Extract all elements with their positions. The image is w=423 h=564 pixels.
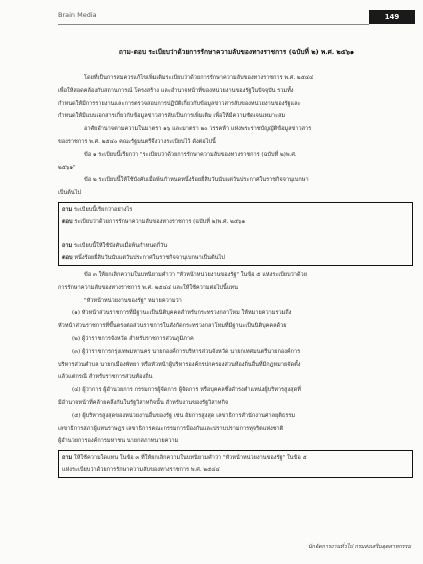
brand-label: Brain Media — [58, 11, 97, 19]
question-text: ระเบียบนี้ให้ใช้บังคับเมื่อพ้นกำหนดกี่วัน — [74, 242, 168, 249]
definition-item: บริหารส่วนตำบล นายกเมืองพัทยา หรือหัวหน้าผู้บริหารองค์กรปกครองส่วนท้องถิ่นอื่นที่มีกฎหมายจัดตั้ง — [58, 361, 301, 368]
definition-item: แล้วแต่กรณี สำหรับราชการส่วนท้องถิ่น — [58, 374, 153, 381]
authority-line: ของราชการ พ.ศ. ๒๕๔๐ คณะรัฐมนตรีจึงวางระเบียบไว้ ดังต่อไปนี้ — [58, 138, 216, 145]
qa-question — [62, 452, 409, 464]
answer-text: ระเบียบว่าด้วยการรักษาความลับของทางราชการ (ฉบับที่ ๒)พ.ศ. ๒๕๖๑ — [74, 218, 246, 225]
question-text: ระเบียบนี้เรียกว่าอย่างไร — [74, 206, 133, 213]
definition-item: (๕) ผู้บริหารสูงสุดของหน่วยงานอื่นของรัฐ เช่น อัยการสูงสุด เลขาธิการสำนักงานศาลยุติธรรม — [72, 412, 296, 419]
qa-answer — [62, 216, 409, 228]
qa-box — [58, 450, 413, 478]
question-label: ถาม — [62, 242, 73, 249]
qa-question-cont: แห่งระเบียบว่าด้วยการรักษาความลับของทางราชการ พ.ศ. ๒๕๔๔ — [62, 467, 220, 474]
qa-question — [62, 240, 409, 252]
header-divider — [58, 24, 369, 25]
intro-line: กำหนดให้มีการรายงานและการตรวจสอบการปฏิบัติเกี่ยวกับข้อมูลข่าวสารลับของหน่วยงานของรัฐและ — [58, 100, 301, 107]
question-text: ให้ใช้ความใดแทน ในข้อ ๓ ที่ให้ยกเลิกความในบทนิยามคำว่า "หัวหน้าหน่วยงานของรัฐ" ในข้อ ๕ — [74, 455, 307, 462]
intro-line: กำหนดให้มีแบบเอกสารเกี่ยวกับข้อมูลข่าวสารลับเป็นการเพิ่มเติม เพื่อให้มีความชัดเจนเหมาะสม — [58, 113, 286, 120]
definition-item: (๑) หัวหน้าส่วนราชการที่มีฐานะเป็นนิติบุคคลสำหรับกระทรวงกลาโหม ให้หมายความรวมถึง — [72, 310, 292, 317]
qa-question — [62, 204, 409, 216]
clause-3-line: การรักษาความลับของทางราชการ พ.ศ. ๒๕๔๔ และให้ใช้ความต่อไปนี้แทน — [58, 284, 238, 291]
question-label: ถาม — [62, 455, 73, 462]
intro-line: โดยที่เป็นการสมควรแก้ไขเพิ่มเติมระเบียบว่าด้วยการรักษาความลับของทางราชการ พ.ศ. ๒๕๔๔ — [84, 75, 314, 81]
definition-item: (๓) ผู้ว่าราชการกรุงเทพมหานคร นายกองค์การบริหารส่วนจังหวัด นายกเทศมนตรีนายกองค์การ — [72, 348, 301, 355]
clause-2-line: ข้อ ๒ ระเบียบนี้ให้ใช้บังคับเมื่อพ้นกำหนดหนึ่งร้อยยี่สิบวันนับแต่วันประกาศในราชกิจจานุเบกษา — [84, 177, 309, 184]
intro-line: เพื่อให้สอดคล้องกับสถานการณ์ โครงสร้าง และอำนาจหน้าที่ของหน่วยงานของรัฐในปัจจุบัน รวมทั้ง — [58, 87, 294, 94]
document-body — [58, 72, 413, 481]
question-label: ถาม — [62, 206, 73, 213]
definition-item: ผู้อำนวยการองค์การมหาชน นายกสภาทนายความ — [58, 438, 179, 445]
definition-item: (๔) ผู้ว่าการ ผู้อำนวยการ กรรมการผู้จัดการ ผู้จัดการ หรือบุคคลซึ่งดำรงตำแหน่งผู้บริหารสูงสุดที่ — [72, 387, 301, 394]
answer-text: หนึ่งร้อยยี่สิบวันนับแต่วันประกาศในราชกิจจานุเบกษาเป็นต้นไป — [74, 254, 225, 261]
page-footer: นักจัดการงานทั่วไป กรมส่งเสริมอุตสาหกรรม — [308, 544, 411, 550]
definition-item: เลขาธิการสภาผู้แทนราษฎร เลขาธิการคณะกรรมการป้องกันและปราบปรามการทุจริตแห่งชาติ — [58, 425, 284, 432]
definition-item: (๒) ผู้ว่าราชการจังหวัด สำหรับราชการส่วนภูมิภาค — [72, 335, 194, 342]
answer-label: ตอบ — [62, 218, 73, 225]
clause-1-line: ๒๕๖๑" — [58, 164, 76, 171]
page-title: ถาม-ตอบ ระเบียบว่าด้วยการรักษาความลับของทางราชการ (ฉบับที่ ๒) พ.ศ. ๒๕๖๑ — [118, 48, 355, 56]
clause-1-line: ข้อ ๑ ระเบียบนี้เรียกว่า "ระเบียบว่าด้วยการรักษาความลับของทางราชการ (ฉบับที่ ๒)พ.ศ. — [84, 151, 297, 158]
definition-item: มีอำนาจหน้าที่คล้ายคลึงกันในรัฐวิสาหกิจนั้น สำหรับงานของรัฐวิสาหกิจ — [58, 399, 229, 406]
page-number: 149 — [369, 10, 415, 24]
clause-3-line: "หัวหน้าหน่วยงานของรัฐ" หมายความว่า — [84, 297, 182, 304]
authority-line: อาศัยอำนาจตามความในมาตรา ๑๖ และมาตรา ๒๐ วรรคห้า แห่งพระราชบัญญัติข้อมูลข่าวสาร — [84, 126, 312, 133]
clause-2-line: เป็นต้นไป — [58, 190, 82, 197]
page-header — [58, 10, 415, 24]
definition-item: หัวหน้าส่วนราชการที่ขึ้นตรงต่อส่วนราชการในสังกัดกระทรวงกลาโหมที่มีฐานะเป็นนิติบุคคลด้วย — [58, 323, 287, 330]
qa-answer — [62, 252, 409, 264]
answer-label: ตอบ — [62, 254, 73, 261]
qa-box — [58, 202, 413, 266]
clause-3-line: ข้อ ๓ ให้ยกเลิกความในบทนิยามคำว่า "หัวหน้าหน่วยงานของรัฐ" ในข้อ ๕ แห่งระเบียบว่าด้วย — [84, 271, 307, 278]
